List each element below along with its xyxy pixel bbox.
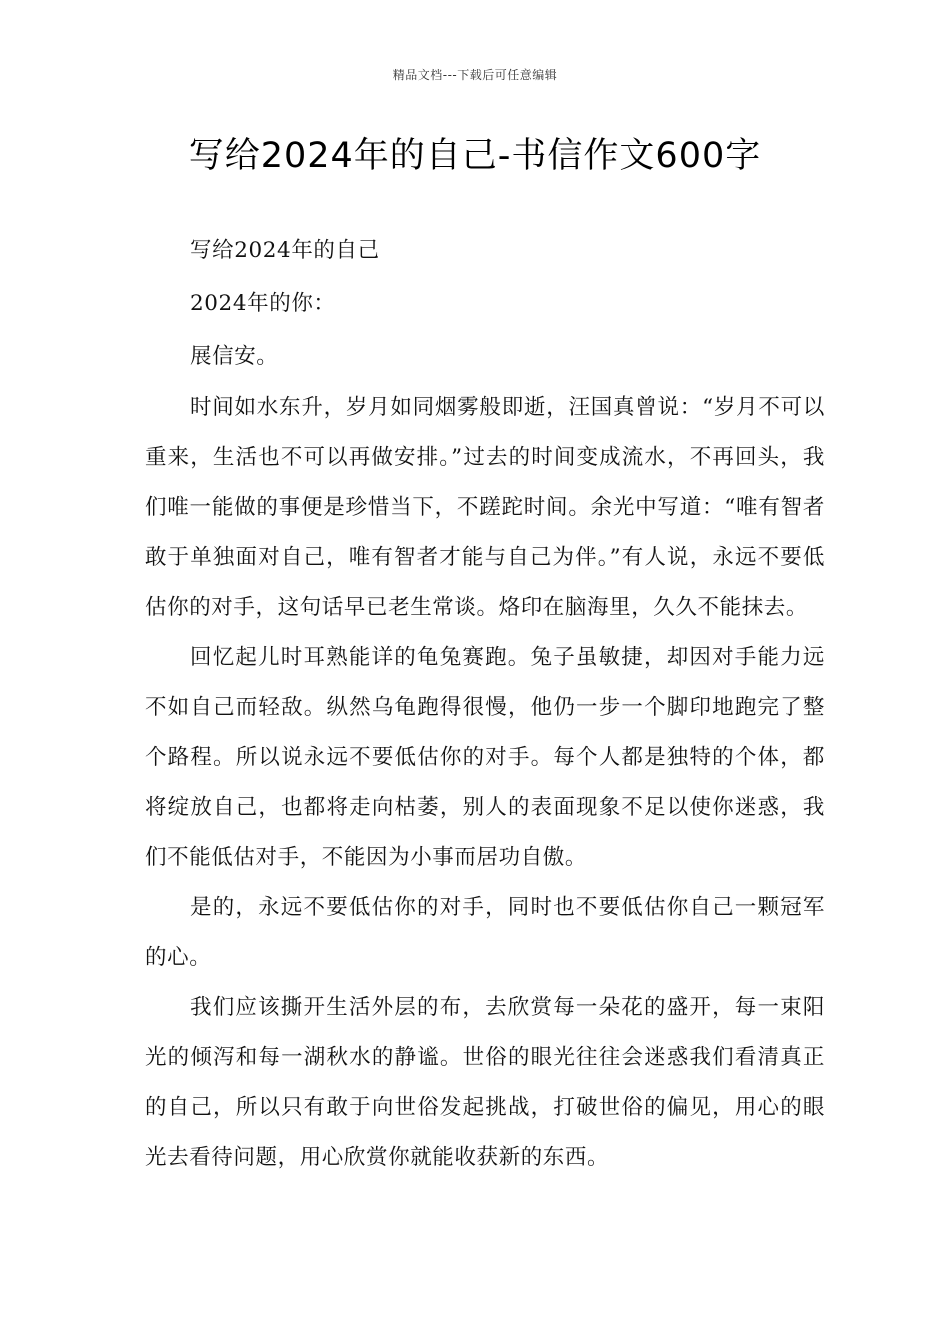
paragraph-body-3: 是的，永远不要低估你的对手，同时也不要低估你自己一颗冠军的心。 <box>145 895 825 970</box>
paragraph-body-1: 时间如水东升，岁月如同烟雾般即逝，汪国真曾说：“岁月不可以重来，生活也不可以再做安排。”过去的时间变成流水，不再回头，我们唯一能做的事便是珍惜当下，不蹉跎时间。余光中写道：“唯有智者敢于单独面对自己，唯有智者才能与自己为伴。”有人说，永远不要低估你的对手，这句话早已老生常谈。烙印在脑海里，久久不能抹去。 <box>145 395 825 620</box>
paragraph-greeting: 展信安。 <box>190 344 279 369</box>
document-body <box>145 224 825 1183</box>
paragraph-body-4: 我们应该撕开生活外层的布，去欣赏每一朵花的盛开，每一束阳光的倾泻和每一湖秋水的静谧。世俗的眼光往往会迷惑我们看清真正的自己，所以只有敢于向世俗发起挑战，打破世俗的偏见，用心的眼光去看待问题，用心欣赏你就能收获新的东西。 <box>145 995 825 1170</box>
paragraph-salutation-title: 写给2024年的自己 <box>190 238 380 263</box>
paragraph-recipient: 2024年的你： <box>190 291 336 316</box>
paragraph-body-2: 回忆起儿时耳熟能详的龟兔赛跑。兔子虽敏捷，却因对手能力远不如自己而轻敌。纵然乌龟跑得很慢，他仍一步一个脚印地跑完了整个路程。所以说永远不要低估你的对手。每个人都是独特的个体，都将绽放自己，也都将走向枯萎，别人的表面现象不足以使你迷惑，我们不能低估对手，不能因为小事而居功自傲。 <box>145 645 825 870</box>
header-note: 精品文档---下载后可任意编辑 <box>392 68 558 82</box>
document-title: 写给2024年的自己-书信作文600字 <box>188 136 762 176</box>
